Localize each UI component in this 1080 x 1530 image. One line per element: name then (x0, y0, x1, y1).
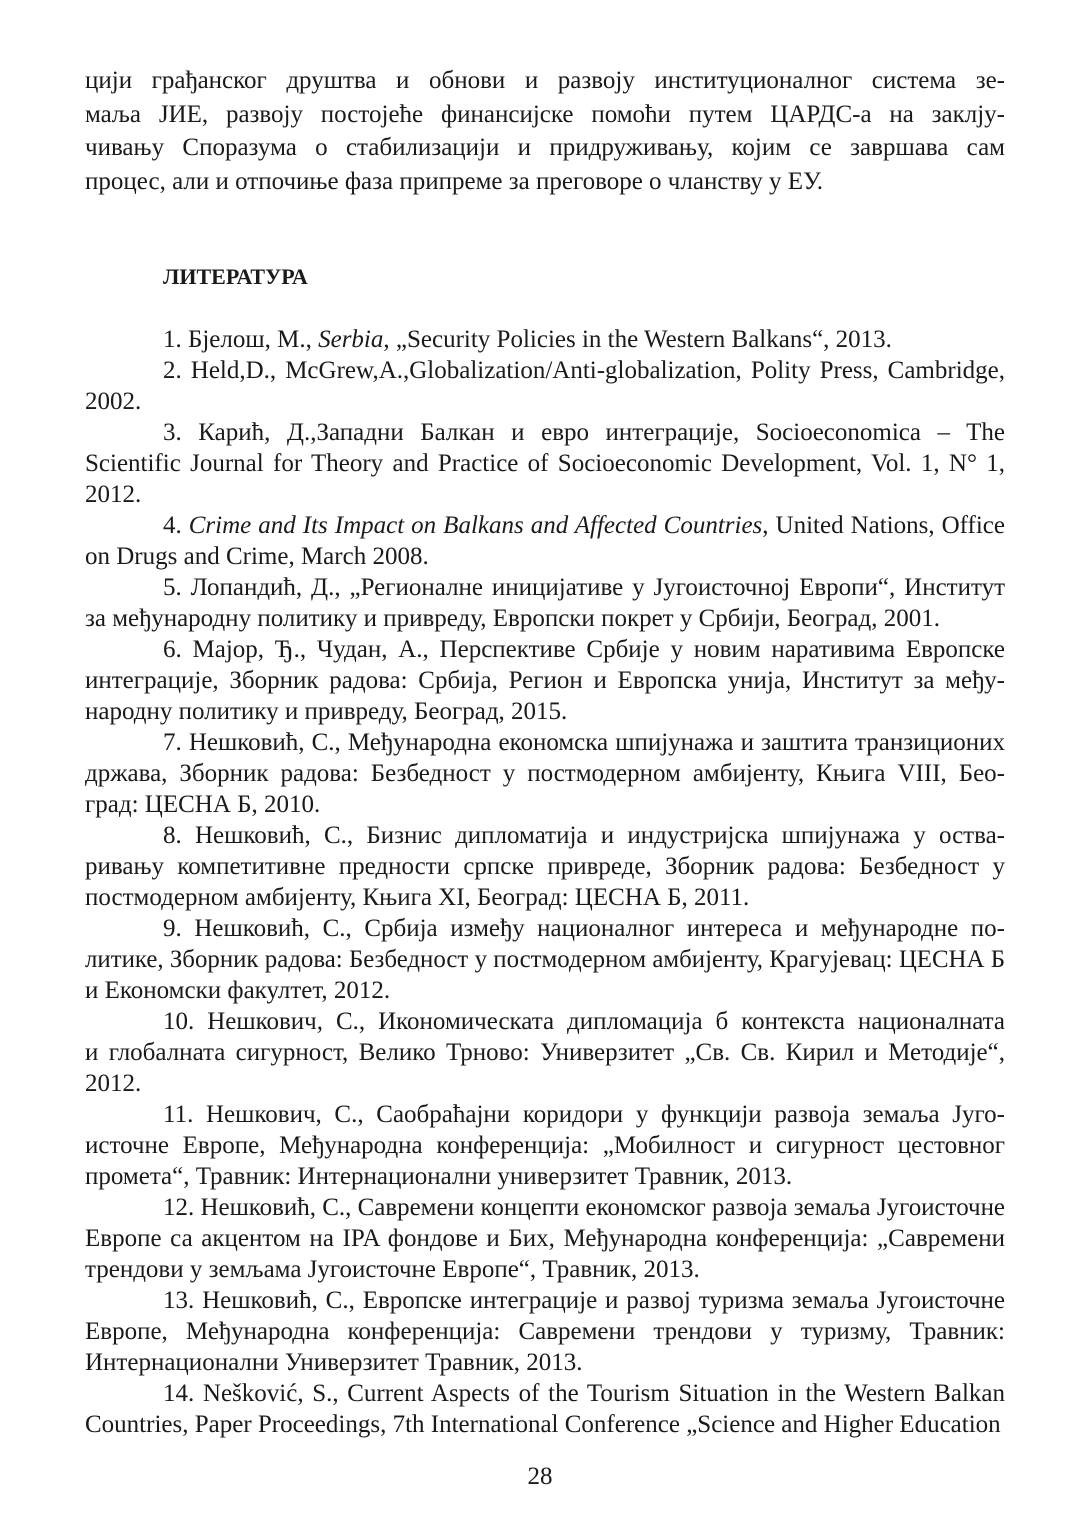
text-line: 6. Мајор, Ђ., Чудан, А., Перспективе Србије у новим наративима Европске (163, 636, 1005, 663)
text-line: Интернационални Универзитет Травник, 2013. (85, 1349, 583, 1376)
text-line (85, 510, 1005, 541)
italic-title: Serbia (318, 326, 384, 353)
reference-item (85, 1006, 1005, 1099)
text-line (85, 324, 1005, 355)
text-line: Scientific Journal for Theory and Practice of Socioeconomic Development, Vol. 1, N° 1, (85, 450, 1005, 477)
text-line: on Drugs and Crime, March 2008. (85, 543, 429, 570)
reference-item (85, 913, 1005, 1006)
text-line: 13. Нешковић, С., Европске интеграције и развој туризма земаља Југоисточне (163, 1287, 1005, 1314)
reference-item (85, 417, 1005, 510)
section-heading: ЛИТЕРАТУРА (163, 264, 308, 289)
reference-item (85, 1099, 1005, 1192)
text-line: Countries, Paper Proceedings, 7th International Conference „Science and Higher Education (85, 1411, 1001, 1438)
text-line: 12. Нешковић, С., Савремени концепти економског развоја земаља Југоисточне (163, 1194, 1005, 1221)
text-line: 2. Held,D., McGrew,A.,Globalization/Anti-globalization, Polity Press, Cambridge, (163, 357, 1005, 384)
intro-paragraph (85, 64, 1005, 198)
text-line: маља ЈИЕ, развоју постојеће финансијске помоћи путем ЦАРДС-а на заклју- (85, 100, 1005, 128)
text-line: 5. Лопандић, Д., „Регионалне иницијативе у Југоисточној Европи“, Институт (163, 574, 1005, 601)
text-segment: , „Security Policies in the Western Balkans“, 2013. (383, 326, 892, 353)
text-line: чивању Споразума о стабилизацији и придруживању, којим се завршава сам (85, 134, 1005, 161)
reference-item (85, 634, 1005, 727)
reference-item (85, 355, 1005, 417)
text-line: литике, Зборник радова: Безбедност у постмодерном амбијенту, Крагујевац: ЦЕСНА Б (85, 946, 1005, 973)
text-line: 14. Nešković, S., Current Aspects of the Tourism Situation in the Western Balkan (163, 1380, 1005, 1407)
italic-title: Crime and Its Impact on Balkans and Affected Countries (188, 512, 763, 539)
text-line: народну политику и привреду, Београд, 2015. (85, 698, 568, 725)
reference-list (85, 324, 1005, 1440)
text-line: промета“, Травник: Интернационални универзитет Травник, 2013. (85, 1163, 793, 1190)
text-line: интеграције, Зборник радова: Србија, Регион и Европска унија, Институт за међу- (85, 667, 1005, 694)
text-line: 9. Нешковић, С., Србија између националног интереса и међународне по- (163, 915, 1005, 942)
text-line: 3. Карић, Д.,Западни Балкан и евро интеграције, Socioeconomica – The (163, 419, 1005, 446)
reference-item (85, 1285, 1005, 1378)
text-line: Европе са акцентом на IPA фондове и Бих, Међународна конференција: „Савремени (85, 1225, 1005, 1252)
text-line: 8. Нешковић, С., Бизнис дипломатија и индустријска шпијунажа у оства- (163, 822, 1005, 849)
reference-item (85, 1192, 1005, 1285)
reference-item (85, 727, 1005, 820)
page-number: 28 (527, 1463, 553, 1490)
reference-item (85, 820, 1005, 913)
text-line: и глобалната сигурност, Велико Трново: Универзитет „Св. Св. Кирил и Методије“, (85, 1039, 1005, 1066)
text-line: циjи грађанског друштва и обнови и развоју институционалног система зе- (85, 67, 1005, 94)
reference-item (85, 510, 1005, 572)
reference-item (85, 1378, 1005, 1440)
text-line: 2002. (85, 388, 142, 415)
text-segment: 4. (163, 512, 189, 539)
text-line: источне Европе, Међународна конференција: „Мобилност и сигурност цестовног (85, 1132, 1005, 1159)
text-line: Европе, Међународна конференција: Савремени трендови у туризму, Травник: (85, 1318, 1005, 1345)
text-line: и Економски факултет, 2012. (85, 977, 391, 1004)
text-line: трендови у земљама Југоисточне Европе“, Травник, 2013. (85, 1256, 700, 1283)
reference-item (85, 572, 1005, 634)
text-line: постмодерном амбијенту, Књига XI, Београд: ЦЕСНА Б, 2011. (85, 884, 750, 911)
text-line: 11. Нешкович, С., Саобраћајни коридори у функцији развоја земаља Југо- (163, 1101, 1005, 1128)
text-line: процес, али и отпочиње фаза припреме за преговоре о чланству у ЕУ. (85, 167, 823, 195)
text-line: за међународну политику и привреду, Европски покрет у Србији, Београд, 2001. (85, 605, 940, 632)
text-line: ривању компетитивне предности српске привреде, Зборник радова: Безбедност у (85, 853, 1005, 880)
text-segment: , United Nations, Office (762, 512, 1005, 539)
text-segment: 1. Бјелош, М., (163, 326, 319, 353)
text-line: град: ЦЕСНА Б, 2010. (85, 791, 321, 818)
text-line: 7. Нешковић, С., Међународна економска шпијунажа и заштита транзиционих (163, 729, 1005, 756)
text-line: 2012. (85, 481, 142, 508)
text-line: 2012. (85, 1070, 142, 1097)
reference-item (85, 324, 1005, 355)
text-line: 10. Нешкович, С., Икономическата дипломација б контекста националната (163, 1008, 1005, 1035)
text-line: држава, Зборник радова: Безбедност у постмодерном амбијенту, Књига VIII, Бео- (85, 760, 1005, 787)
